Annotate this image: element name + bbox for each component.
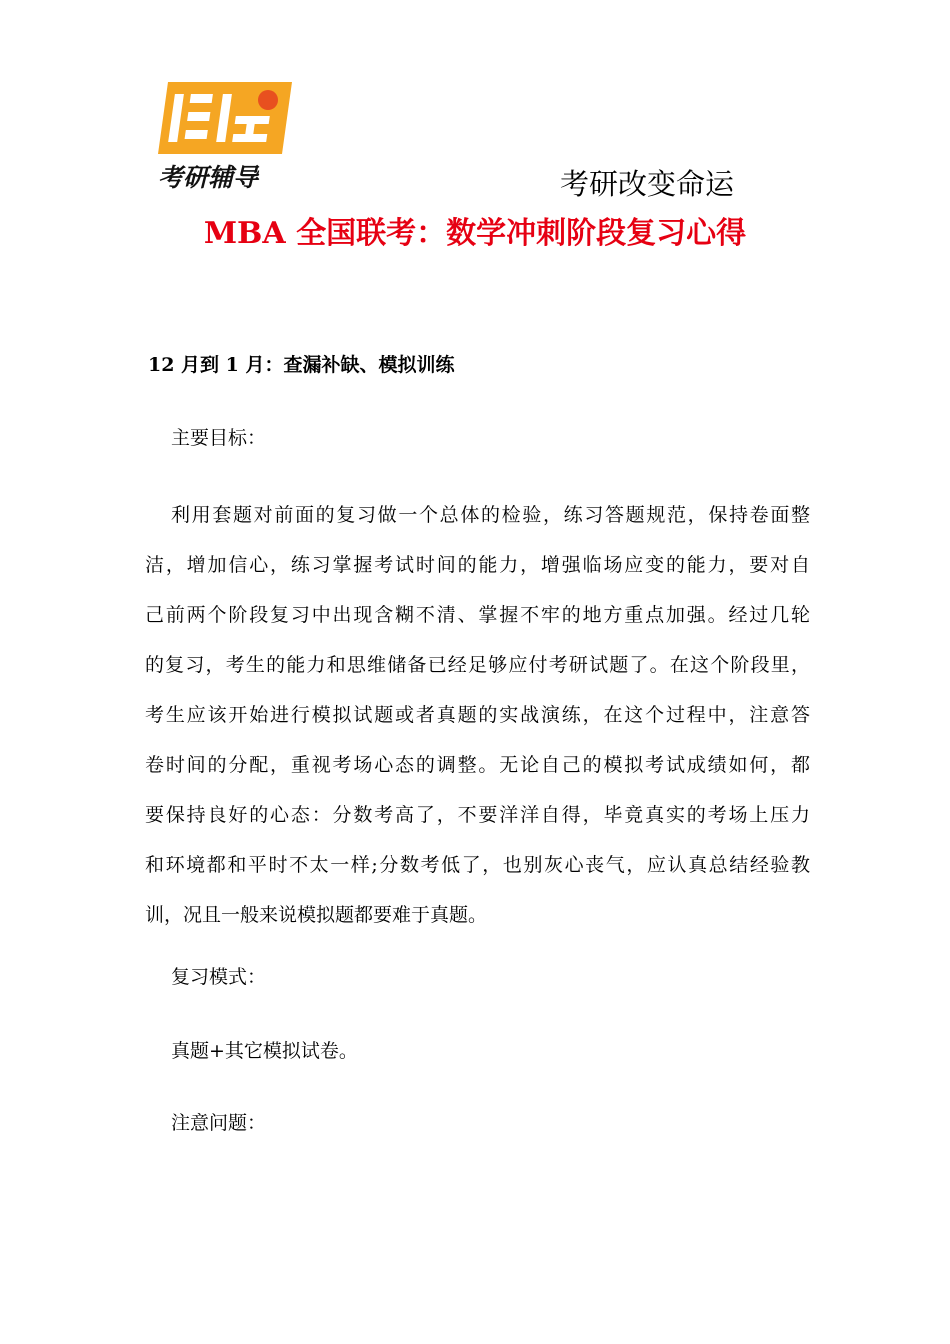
logo-white-stroke-2 <box>190 94 213 103</box>
goal-label: 主要目标： <box>171 427 267 449</box>
document-title: MBA 全国联考：数学冲刺阶段复习心得 <box>203 216 747 251</box>
logo-white-stroke-3 <box>187 112 210 121</box>
logo-white-stroke-8 <box>232 134 267 142</box>
brand-logo <box>150 72 300 202</box>
notes-label: 注意问题： <box>171 1112 267 1134</box>
paragraph-line: 利用套题对前面的复习做一个总体的检验，练习答题规范，保持卷面整 <box>171 504 810 526</box>
paragraph-line: 要保持良好的心态：分数考高了，不要洋洋自得，毕竟真实的考场上压力 <box>145 804 810 826</box>
slogan: 考研改变命运 <box>560 167 735 201</box>
paragraph-line: 考生应该开始进行模拟试题或者真题的实战演练，在这个过程中，注意答 <box>145 704 810 726</box>
logo-graphic <box>150 72 300 202</box>
goal-paragraph <box>145 490 810 940</box>
paragraph-line: 卷时间的分配，重视考场心态的调整。无论自己的模拟考试成绩如何，都 <box>145 754 810 776</box>
review-mode-text: 真题+其它模拟试卷。 <box>171 1040 358 1062</box>
paragraph-line: 和环境都和平时不太一样;分数考低了，也别灰心丧气，应认真总结经验教 <box>145 854 810 876</box>
paragraph-line: 的复习，考生的能力和思维储备已经足够应付考研试题了。在这个阶段里， <box>145 654 810 676</box>
section-heading: 12 月到 1 月：查漏补缺、模拟训练 <box>148 354 455 376</box>
logo-white-stroke-4 <box>185 130 208 139</box>
paragraph-line: 己前两个阶段复习中出现含糊不清、掌握不牢的地方重点加强。经过几轮 <box>145 604 810 626</box>
review-mode-label: 复习模式： <box>171 966 267 988</box>
logo-orange-dot <box>258 90 278 110</box>
paragraph-line: 训，况且一般来说模拟题都要难于真题。 <box>145 904 488 926</box>
paragraph-line: 洁，增加信心，练习掌握考试时间的能力，增强临场应变的能力，要对自 <box>145 554 810 576</box>
logo-subtitle: 考研辅导 <box>158 163 259 192</box>
